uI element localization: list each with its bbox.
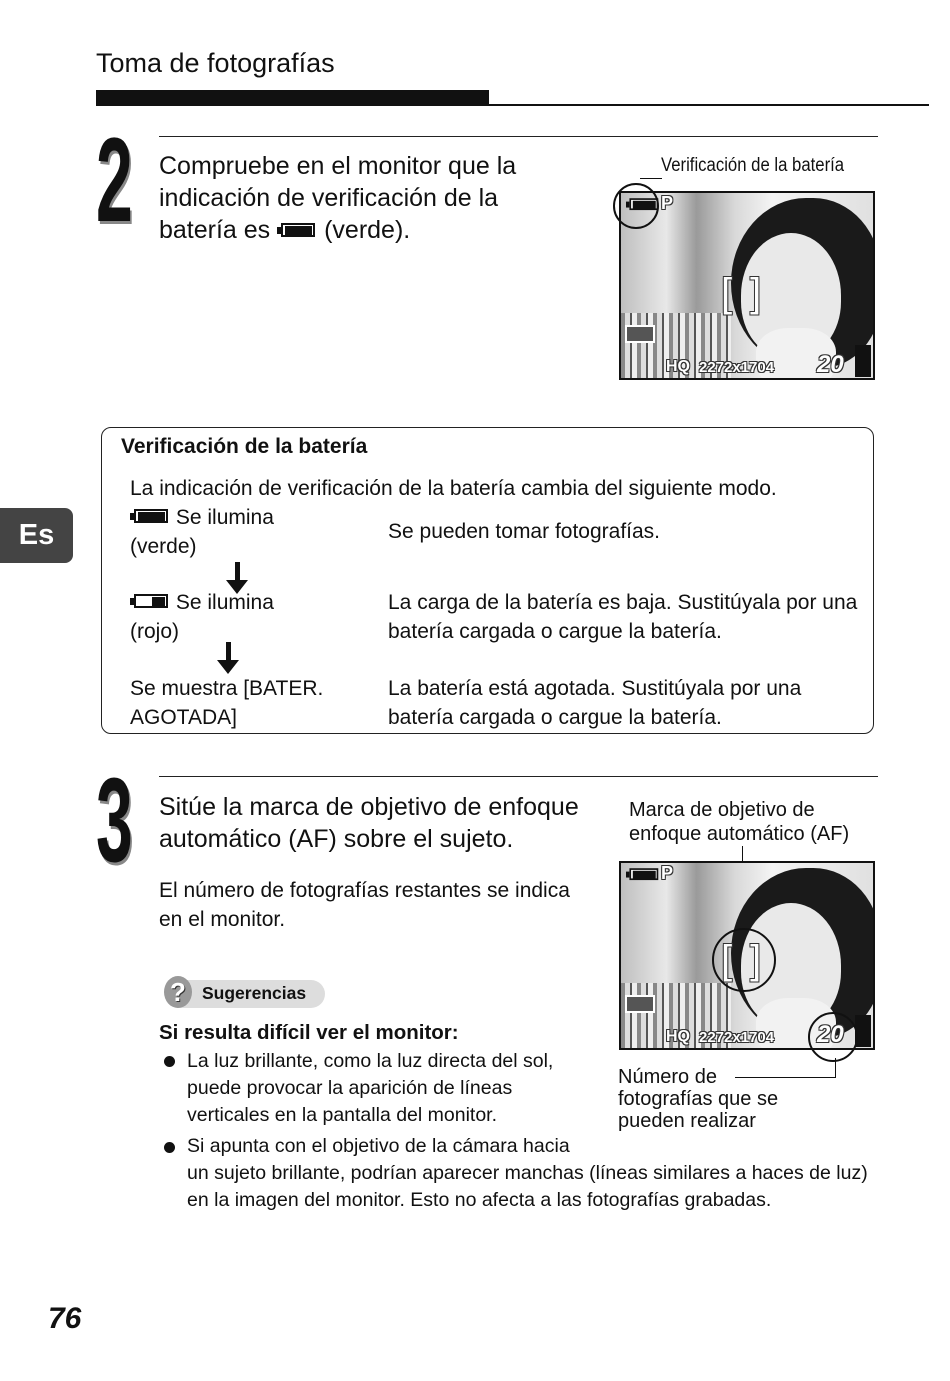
step3-rule: [159, 776, 878, 777]
header-rule-thin: [489, 104, 929, 106]
step-number-3: 3: [96, 753, 133, 887]
camera-monitor-1: [619, 191, 875, 380]
af-target-mark: []: [721, 271, 780, 315]
box-title: Verificación de la batería: [121, 435, 368, 458]
battery-check-callout: Verificación de la batería: [661, 155, 845, 176]
frames-remaining: 20: [817, 351, 844, 378]
battery-highlight-circle: [613, 183, 659, 229]
count-callout-line-3: pueden realizar: [618, 1110, 756, 1132]
tip-bullet-2-rest: un sujeto brillante, podrían aparecer manchas (líneas similares a haces de luz) en la imagen del monitor. Esto no afecta a las fotografías grabadas.: [187, 1162, 868, 1211]
arrow-down-icon: [217, 642, 239, 674]
state-2-desc: La carga de la batería es baja. Sustitúyala por una batería cargada o cargue la batería.: [388, 591, 858, 643]
section-title: Toma de fotografías: [96, 48, 335, 78]
state-2-a: Se ilumina: [175, 591, 274, 614]
resolution-indicator: 2272x1704: [699, 359, 775, 376]
mode-indicator: P: [661, 193, 674, 213]
quality-indicator: HQ: [666, 358, 690, 375]
step2-text: Compruebe en el monitor que la indicación de verificación de la batería es: [159, 152, 517, 244]
frames-highlight-circle: [808, 1012, 858, 1062]
step2-instruction: [159, 150, 579, 246]
bullet-icon: [164, 1056, 175, 1067]
card-icon: [625, 995, 655, 1013]
bullet-icon: [164, 1142, 175, 1153]
card-icon: [625, 325, 655, 343]
state-row-2: [130, 588, 360, 646]
quality-indicator: HQ: [666, 1028, 690, 1045]
monitor-battery-icon: [626, 868, 660, 882]
tip-bullet-2-line-1: Si apunta con el objetivo de la cámara hacia: [187, 1135, 570, 1157]
box-intro: La indicación de verificación de la batería cambia del siguiente modo.: [130, 477, 777, 500]
state-3-a: Se muestra [BATER.: [130, 677, 324, 700]
step3-heading: Sitúe la marca de objetivo de enfoque automático (AF) sobre el sujeto.: [159, 793, 579, 853]
battery-full-icon: [130, 509, 170, 525]
step-number-2: 2: [96, 113, 133, 247]
state-2-b: (rojo): [130, 620, 180, 643]
header-rule-thick: [96, 90, 489, 106]
battery-full-icon: [277, 223, 317, 239]
frames-count-callout: [618, 1066, 868, 1132]
state-1-desc: Se pueden tomar fotografías.: [388, 520, 661, 543]
count-callout-line-2: fotografías que se: [618, 1088, 779, 1110]
tip-bullet-1: La luz brillante, como la luz directa del sol, puede provocar la aparición de líneas verticales en la pantalla del monitor.: [187, 1050, 554, 1126]
state-1-b: (verde): [130, 535, 197, 558]
frames-remaining: 20: [817, 1021, 844, 1048]
tip-bullet-2: [187, 1133, 877, 1214]
state-3-desc: La batería está agotada. Sustitúyala por una batería cargada o cargue la batería.: [388, 677, 802, 729]
state-3-b: AGOTADA]: [130, 706, 237, 729]
state-row-1: [130, 503, 360, 561]
af-mark-callout: Marca de objetivo de enfoque automático (AF): [629, 799, 850, 845]
callout-leader: [640, 178, 662, 179]
step2-rule: [159, 136, 878, 137]
count-callout-line-1: Número de: [618, 1066, 717, 1088]
state-1-a: Se ilumina: [175, 506, 274, 529]
af-highlight-circle: [712, 928, 776, 992]
question-mark-icon: ?: [164, 976, 192, 1008]
battery-low-icon: [130, 594, 170, 610]
resolution-indicator: 2272x1704: [699, 1029, 775, 1046]
tips-label: Sugerencias: [202, 983, 307, 1003]
language-tab: Es: [0, 508, 73, 563]
state-row-3: [130, 674, 360, 732]
tips-heading: Si resulta difícil ver el monitor:: [159, 1021, 459, 1044]
step2-text-end: (verde).: [324, 216, 411, 244]
mode-indicator: P: [661, 863, 674, 883]
step3-body: El número de fotografías restantes se indica en el monitor.: [159, 879, 570, 931]
af-target-mark: []: [721, 938, 780, 982]
monitor-edge-bar: [855, 345, 871, 377]
page-number: 76: [48, 1302, 82, 1335]
